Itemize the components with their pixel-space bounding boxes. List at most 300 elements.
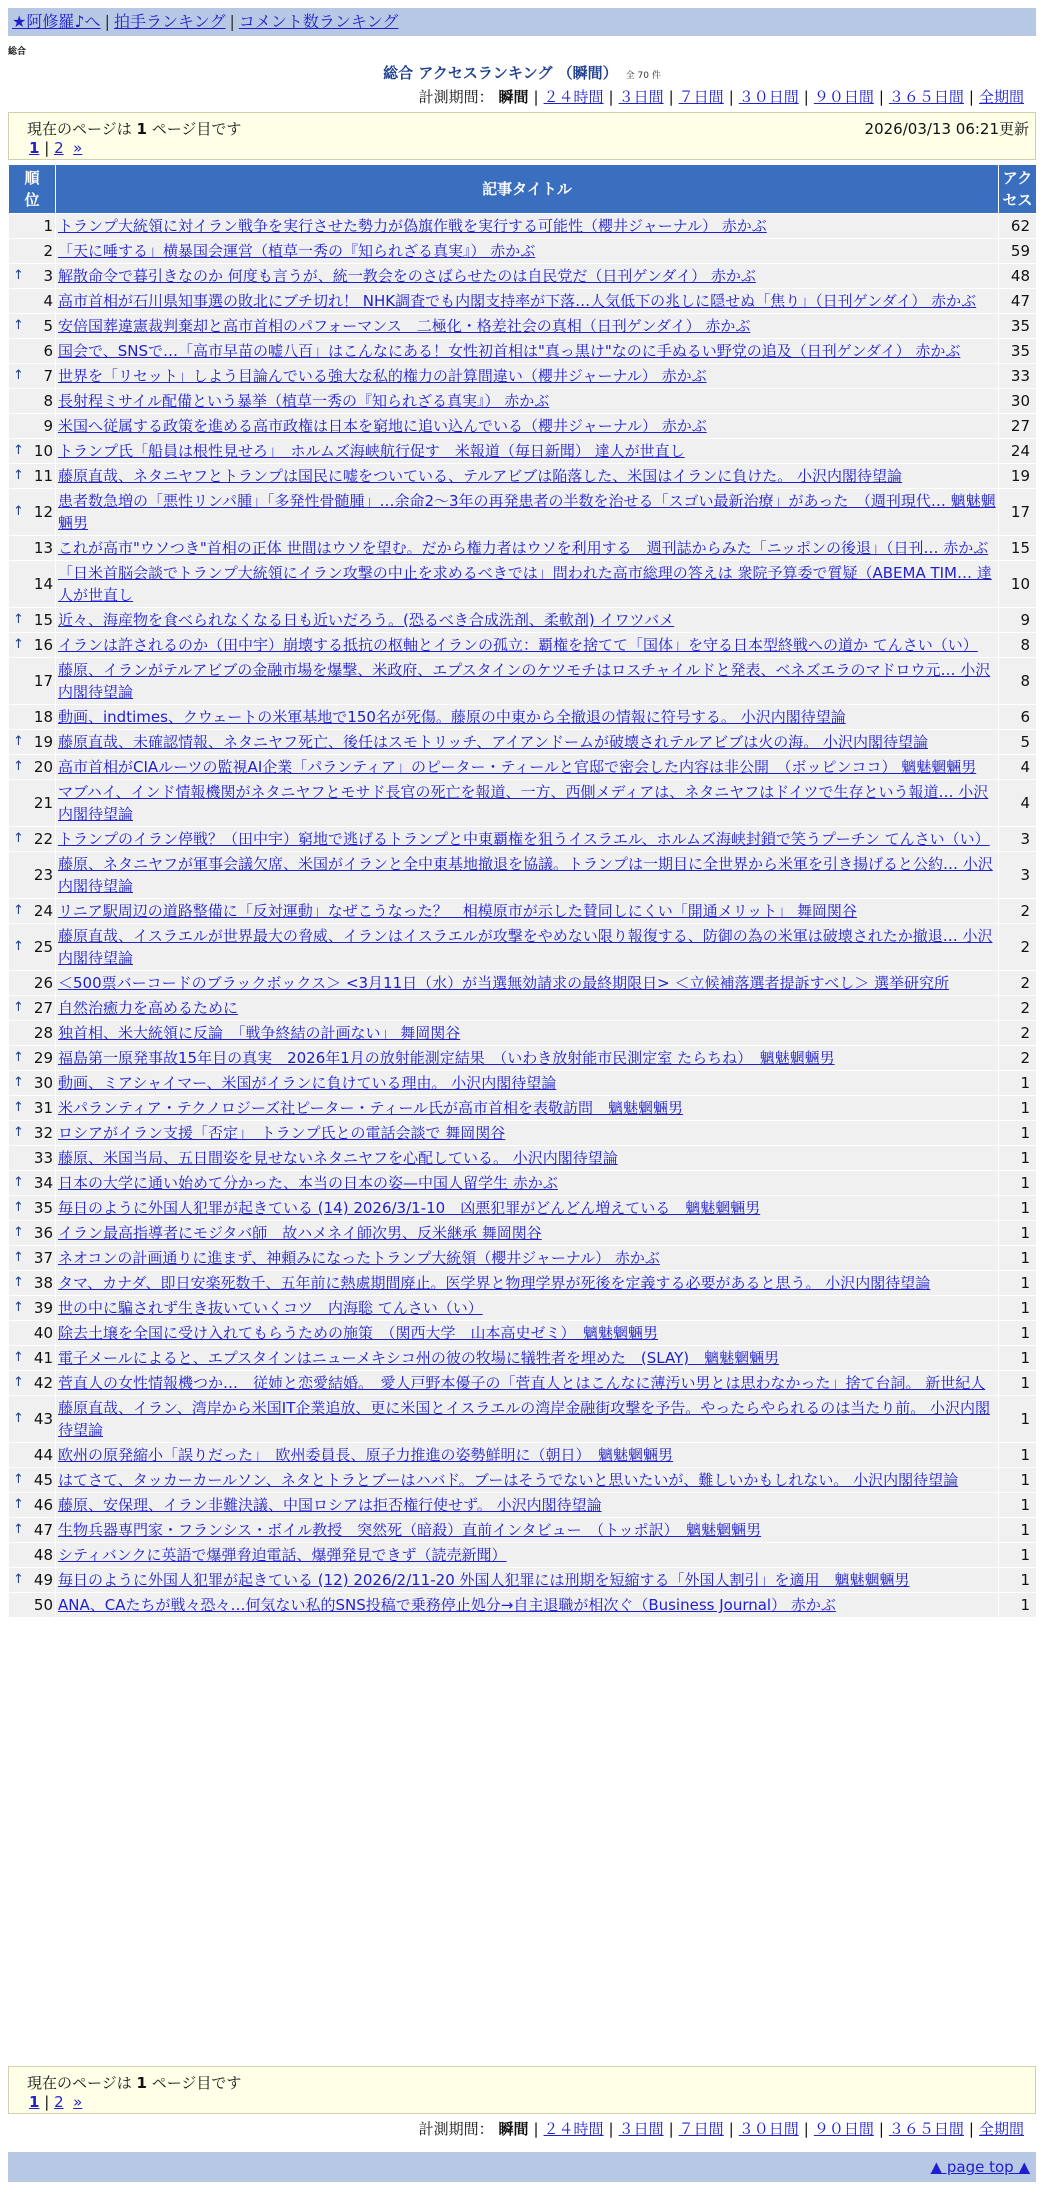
title-cell [56, 633, 999, 658]
article-link[interactable]: イラン最高指導者にモジタバ師 故ハメネイ師次男、反米継承 舞岡関谷 [58, 1224, 542, 1242]
article-link[interactable]: シティバンクに英語で爆弾脅迫電話、爆弾発見できず（読売新聞） [58, 1546, 507, 1564]
top-nav [8, 8, 1036, 36]
rank-cell [9, 1443, 56, 1468]
article-link[interactable]: 藤原、ネタニヤフが軍事会議欠席、米国がイランと全中東基地撤退を協議。トランプは一期目に全世界から米軍を引き揚げると公約… 小沢内閣待望論 [58, 855, 993, 895]
rank-up-arrow-icon: ↑ [13, 1472, 24, 1487]
title-cell [56, 1096, 999, 1121]
rank-number: 9 [43, 417, 53, 435]
table-row [9, 1468, 1037, 1493]
rank-number: 21 [33, 794, 53, 812]
table-row [9, 1371, 1037, 1396]
access-count: 3 [999, 827, 1037, 852]
rank-cell [9, 1396, 56, 1443]
rank-up-arrow-icon: ↑ [13, 1075, 24, 1090]
period-link[interactable]: ３日間 [618, 2120, 664, 2138]
access-count: 6 [999, 705, 1037, 730]
access-count: 1 [999, 1296, 1037, 1321]
title-cell [56, 1468, 999, 1493]
table-row [9, 899, 1037, 924]
access-count: 1 [999, 1246, 1037, 1271]
rank-up-arrow-icon: ↑ [13, 1350, 24, 1365]
article-link[interactable]: 生物兵器専門家・フランシス・ボイル教授 突然死（暗殺）直前インタビュー （トッポ訳） 魑魅魍魎男 [58, 1521, 762, 1539]
table-row [9, 1271, 1037, 1296]
rank-cell [9, 339, 56, 364]
rank-cell [9, 1518, 56, 1543]
table-row [9, 239, 1037, 264]
title-cell [56, 289, 999, 314]
title-cell [56, 924, 999, 971]
title-cell [56, 1146, 999, 1171]
table-row [9, 536, 1037, 561]
period-link[interactable]: ２４時間 [543, 88, 604, 106]
title-cell [56, 439, 999, 464]
article-link[interactable]: 毎日のように外国人犯罪が起きている (12) 2026/2/11-20 外国人犯罪には刑期を短縮する「外国人割引」を適用 魑魅魍魎男 [58, 1571, 910, 1589]
rank-up-arrow-icon: ↑ [13, 468, 24, 483]
page-top-link[interactable]: ▲ page top ▲ [930, 2158, 1030, 2176]
rank-number: 30 [33, 1074, 53, 1092]
access-count: 4 [999, 780, 1037, 827]
title-cell [56, 1593, 999, 1618]
rank-number: 33 [33, 1149, 53, 1167]
article-link[interactable]: 藤原直哉、イラン、湾岸から米国IT企業追放、更に米国とイスラエルの湾岸金融街攻撃を予告。やったらやられるのは当たり前。 小沢内閣待望論 [58, 1399, 991, 1439]
access-count: 15 [999, 536, 1037, 561]
access-count: 1 [999, 1271, 1037, 1296]
rank-number: 32 [33, 1124, 53, 1142]
title-cell [56, 1321, 999, 1346]
rank-cell [9, 536, 56, 561]
title-cell [56, 1443, 999, 1468]
period-link[interactable]: 全期間 [978, 88, 1024, 106]
article-link[interactable]: 動画、ミアシャイマー、米国がイランに負けている理由。 小沢内閣待望論 [58, 1074, 557, 1092]
period-separator: | [608, 88, 614, 106]
title-cell [56, 1021, 999, 1046]
article-link[interactable]: 高市首相が石川県知事選の敗北にブチ切れ！ NHK調査でも内閣支持率が下落…人気低下の兆しに隠せぬ「焦り」（日刊ゲンダイ） 赤かぶ [58, 292, 977, 310]
article-link[interactable]: 「日米首脳会談でトランプ大統領にイラン攻撃の中止を求めるべきでは」問われた高市総理の答えは 衆院予算委で質疑（ABEMA TIM… 達人が世直し [58, 564, 992, 604]
title-cell [56, 1071, 999, 1096]
rank-cell [9, 489, 56, 536]
access-count: 35 [999, 339, 1037, 364]
title-cell [56, 1543, 999, 1568]
pager-page-2[interactable]: 2 [54, 139, 64, 157]
article-link[interactable]: 除去土壌を全国に受け入れてもらうための施策 （関西大学 山本高史ゼミ） 魑魅魍魎男 [58, 1324, 659, 1342]
rank-number: 28 [33, 1024, 53, 1042]
updated-timestamp: 2026/03/13 06:21更新 [864, 120, 1029, 138]
rank-up-arrow-icon: ↑ [13, 443, 24, 458]
table-header-row [9, 165, 1037, 214]
access-count: 2 [999, 996, 1037, 1021]
title-cell [56, 1396, 999, 1443]
title-cell [56, 414, 999, 439]
period-separator: | [878, 88, 884, 106]
article-link[interactable]: 患者数急増の「悪性リンパ腫」「多発性骨髄腫」…余命2～3年の再発患者の半数を治せる「スゴい最新治療」があった （週刊現代… 魑魅魍魎男 [58, 492, 996, 532]
rank-number: 41 [33, 1349, 53, 1367]
table-row [9, 780, 1037, 827]
table-row [9, 1518, 1037, 1543]
access-count: 1 [999, 1146, 1037, 1171]
access-count: 1 [999, 1493, 1037, 1518]
rank-number: 26 [33, 974, 53, 992]
access-count: 9 [999, 608, 1037, 633]
page-title [0, 62, 1044, 83]
article-link[interactable]: 独首相、米大統領に反論 「戦争終結の計画ない」 舞岡関谷 [58, 1024, 461, 1042]
current-page-text-bottom: 現在のページは 1 ページ目です [27, 2074, 242, 2092]
rank-cell [9, 1543, 56, 1568]
nav-link-comment-ranking[interactable]: コメント数ランキング [238, 12, 399, 31]
access-count: 1 [999, 1443, 1037, 1468]
rank-number: 4 [43, 292, 53, 310]
period-separator: | [968, 88, 974, 106]
article-link[interactable]: 毎日のように外国人犯罪が起きている (14) 2026/3/1-10 凶悪犯罪がどんどん増えている 魑魅魍魎男 [58, 1199, 761, 1217]
article-link[interactable]: イランは許されるのか（田中宇）崩壊する抵抗の枢軸とイランの孤立：覇権を捨てて「国体」を守る日本型終戦への道か てんさい（い） [58, 636, 978, 654]
access-count: 1 [999, 1371, 1037, 1396]
title-cell [56, 264, 999, 289]
rank-number: 42 [33, 1374, 53, 1392]
table-row [9, 1146, 1037, 1171]
pager-next-arrow[interactable]: » [73, 2093, 83, 2111]
title-cell [56, 1296, 999, 1321]
table-row [9, 971, 1037, 996]
period-link[interactable]: ３日間 [618, 88, 664, 106]
table-row [9, 1021, 1037, 1046]
pager-page-2[interactable]: 2 [54, 2093, 64, 2111]
article-link[interactable]: トランプのイラン停戦？（田中宇）窮地で逃げるトランプと中東覇権を狙うイスラエル、ホルムズ海峡封鎖で笑うプーチン てんさい（い） [58, 830, 990, 848]
access-count: 1 [999, 1196, 1037, 1221]
rank-cell [9, 1493, 56, 1518]
rank-number: 31 [33, 1099, 53, 1117]
access-count: 27 [999, 414, 1037, 439]
rank-up-arrow-icon: ↑ [13, 268, 24, 283]
rank-cell [9, 364, 56, 389]
table-row [9, 658, 1037, 705]
rank-cell [9, 608, 56, 633]
rank-number: 44 [33, 1446, 53, 1464]
rank-number: 16 [33, 636, 53, 654]
rank-number: 1 [43, 217, 53, 235]
period-separator: | [668, 88, 674, 106]
title-cell [56, 239, 999, 264]
rank-number: 20 [33, 758, 53, 776]
rank-cell [9, 1371, 56, 1396]
rank-cell [9, 1221, 56, 1246]
rank-number: 47 [33, 1521, 53, 1539]
rank-up-arrow-icon: ↑ [13, 1522, 24, 1537]
article-link[interactable]: 藤原直哉、ネタニヤフとトランプは国民に嘘をついている、テルアビブは陥落した、米国はイランに負けた。 小沢内閣待望論 [58, 467, 903, 485]
nav-separator: | [104, 12, 110, 31]
rank-number: 6 [43, 342, 53, 360]
rank-cell [9, 658, 56, 705]
rank-up-arrow-icon: ↑ [13, 1572, 24, 1587]
table-row [9, 1096, 1037, 1121]
article-link[interactable]: 「天に唾する」横暴国会運営（植草一秀の『知られざる真実』） 赤かぶ [58, 242, 536, 260]
access-count: 3 [999, 852, 1037, 899]
rank-up-arrow-icon: ↑ [13, 831, 24, 846]
pager-separator: | [44, 139, 50, 157]
rank-number: 17 [33, 672, 53, 690]
rank-number: 40 [33, 1324, 53, 1342]
access-count: 1 [999, 1543, 1037, 1568]
table-row [9, 214, 1037, 239]
title-cell [56, 1246, 999, 1271]
title-cell [56, 1493, 999, 1518]
table-row [9, 827, 1037, 852]
article-link[interactable]: これが高市"ウソつき"首相の正体 世間はウソを望む。だから権力者はウソを利用する 週刊誌からみた「ニッポンの後退」（日刊… 赤かぶ [58, 539, 989, 557]
article-link[interactable]: ＜500票バーコードのブラックボックス＞ <3月11日（水）が当選無効請求の最終期限日> ＜立候補落選者提訴すべし＞ 選挙研究所 [58, 974, 949, 992]
table-row [9, 633, 1037, 658]
article-link[interactable]: 国会で、SNSで…「高市早苗の嘘八百」はこんなにある！女性初首相は"真っ黒け"なのに手ぬるい野党の追及（日刊ゲンダイ） 赤かぶ [58, 342, 961, 360]
rank-number: 37 [33, 1249, 53, 1267]
ranking-body [9, 214, 1037, 1618]
title-cell [56, 608, 999, 633]
period-link[interactable]: ３０日間 [738, 2120, 799, 2138]
rank-cell [9, 1121, 56, 1146]
rank-up-arrow-icon: ↑ [13, 759, 24, 774]
access-count: 48 [999, 264, 1037, 289]
article-link[interactable]: 動画、indtimes、クウェートの米軍基地で150名が死傷。藤原の中東から全撤退の情報に符号する。 小沢内閣待望論 [58, 708, 846, 726]
title-cell [56, 1196, 999, 1221]
period-link[interactable]: ９０日間 [813, 2120, 874, 2138]
article-link[interactable]: 藤原直哉、イスラエルが世界最大の脅威、イランはイスラエルが攻撃をやめない限り報復する、防御の為の米軍は破壊されたか撤退… 小沢内閣待望論 [58, 927, 993, 967]
rank-number: 48 [33, 1546, 53, 1564]
title-cell [56, 780, 999, 827]
access-count: 10 [999, 561, 1037, 608]
article-link[interactable]: 米国へ従属する政策を進める高市政権は日本を窮地に追い込んでいる（櫻井ジャーナル） 赤かぶ [58, 417, 707, 435]
period-link[interactable]: ７日間 [678, 88, 724, 106]
period-separator: | [533, 2120, 539, 2138]
article-link[interactable]: 福島第一原発事故15年目の真実 2026年1月の放射能測定結果 （いわき放射能市民測定室 たらちね） 魑魅魍魎男 [58, 1049, 835, 1067]
access-count: 1 [999, 1568, 1037, 1593]
article-link[interactable]: 日本の大学に通い始めて分かった、本当の日本の姿—中国人留学生 赤かぶ [58, 1174, 558, 1192]
article-link[interactable]: 藤原直哉、未確認情報、ネタニヤフ死亡、後任はスモトリッチ、アイアンドームが破壊されテルアビブは火の海。 小沢内閣待望論 [58, 733, 928, 751]
rank-up-arrow-icon: ↑ [13, 612, 24, 627]
rank-cell [9, 852, 56, 899]
title-cell [56, 561, 999, 608]
title-cell [56, 364, 999, 389]
table-row [9, 755, 1037, 780]
table-row [9, 996, 1037, 1021]
article-link[interactable]: マブハイ、インド情報機関がネタニヤフとモサド長官の死亡を報道、一方、西側メディアは、ネタニヤフはドイツで生存という報道… 小沢内閣待望論 [58, 783, 989, 823]
rank-up-arrow-icon: ↑ [13, 1175, 24, 1190]
period-link[interactable]: ７日間 [678, 2120, 724, 2138]
period-link[interactable]: 全期間 [978, 2120, 1024, 2138]
article-link[interactable]: 世の中に騙されず生き抜いていくコツ 内海聡 てんさい（い） [58, 1299, 483, 1317]
rank-cell [9, 1593, 56, 1618]
rank-up-arrow-icon: ↑ [13, 1100, 24, 1115]
access-count: 1 [999, 1071, 1037, 1096]
table-row [9, 439, 1037, 464]
article-link[interactable]: 藤原、米国当局、五日間姿を見せないネタニヤフを心配している。 小沢内閣待望論 [58, 1149, 618, 1167]
article-link[interactable]: 電子メールによると、エプスタインはニューメキシコ州の彼の牧場に犠牲者を埋めた (SLAY) 魑魅魍魎男 [58, 1349, 780, 1367]
rank-cell [9, 924, 56, 971]
article-link[interactable]: はてさて、タッカーカールソン、ネタとトラとブーはハバド。ブーはそうでないと思いたいが、難しいかもしれない。 小沢内閣待望論 [58, 1471, 959, 1489]
article-link[interactable]: 藤原、安保理、イラン非難決議、中国ロシアは拒否権行使せず。 小沢内閣待望論 [58, 1496, 602, 1514]
rank-cell [9, 1346, 56, 1371]
title-cell [56, 1371, 999, 1396]
rank-number: 10 [33, 442, 53, 460]
pager-separator: | [44, 2093, 50, 2111]
title-cell [56, 1518, 999, 1543]
article-link[interactable]: 欧州の原発縮小「誤りだった」 欧州委員長、原子力推進の姿勢鮮明に（朝日） 魑魅魍魎男 [58, 1446, 674, 1464]
rank-cell [9, 996, 56, 1021]
table-row [9, 1493, 1037, 1518]
pager-next-arrow[interactable]: » [73, 139, 83, 157]
article-link[interactable]: 自然治癒力を高めるために [58, 999, 239, 1017]
title-cell [56, 389, 999, 414]
rank-cell [9, 1321, 56, 1346]
table-row [9, 1568, 1037, 1593]
rank-number: 35 [33, 1199, 53, 1217]
table-row [9, 1321, 1037, 1346]
title-cell [56, 489, 999, 536]
rank-up-arrow-icon: ↑ [13, 637, 24, 652]
pager-page-1[interactable]: 1 [29, 2093, 40, 2111]
period-separator: | [728, 88, 734, 106]
page-info-top [8, 112, 1036, 160]
period-link[interactable]: ３０日間 [738, 88, 799, 106]
rank-up-arrow-icon: ↑ [13, 318, 24, 333]
rank-cell [9, 1568, 56, 1593]
rank-cell [9, 264, 56, 289]
article-link[interactable]: タマ、カナダ、即日安楽死数千、五年前に熱處期間廃止。医学界と物理学界が死後を定義する必要があると思う。 小沢内閣待望論 [58, 1274, 931, 1292]
article-link[interactable]: 米パランティア・テクノロジーズ社ピーター・ティール氏が高市首相を表敬訪問 魑魅魍魎男 [58, 1099, 684, 1117]
period-link[interactable]: ２４時間 [543, 2120, 604, 2138]
article-link[interactable]: リニア駅周辺の道路整備に「反対運動」なぜこうなった？ 相模原市が示した賛同しにくい「開通メリット」 舞岡関谷 [58, 902, 857, 920]
nav-separator: | [229, 12, 235, 31]
rank-up-arrow-icon: ↑ [13, 1125, 24, 1140]
article-link[interactable]: 安倍国葬違憲裁判棄却と高市首相のパフォーマンス 二極化・格差社会の真相（日刊ゲンダイ） 赤かぶ [58, 317, 751, 335]
table-row [9, 289, 1037, 314]
access-count: 1 [999, 1121, 1037, 1146]
rank-up-arrow-icon: ↑ [13, 1050, 24, 1065]
table-row [9, 1346, 1037, 1371]
table-row [9, 1543, 1037, 1568]
table-row [9, 489, 1037, 536]
access-count: 19 [999, 464, 1037, 489]
rank-cell [9, 214, 56, 239]
pager-page-1[interactable]: 1 [29, 139, 40, 157]
rank-up-arrow-icon: ↑ [13, 939, 24, 954]
rank-cell [9, 314, 56, 339]
rank-number: 2 [43, 242, 53, 260]
rank-cell [9, 899, 56, 924]
rank-up-arrow-icon: ↑ [13, 1000, 24, 1015]
access-count: 2 [999, 1046, 1037, 1071]
article-link[interactable]: 菅直人の女性情報機つか… 従姉と恋愛結婚。 愛人戸野本優子の「菅直人とはこんなに薄汚い男とは思わなかった」捨て台詞。 新世紀人 [58, 1374, 986, 1392]
rank-up-arrow-icon: ↑ [13, 1497, 24, 1512]
header-rank-text: 順 位 [24, 169, 40, 209]
rank-number: 25 [33, 938, 53, 956]
header-rank [9, 165, 56, 214]
table-row [9, 924, 1037, 971]
article-link[interactable]: 高市首相がCIAルーツの監視AI企業「パランティア」のピーター・ティールと官邸で密会した内容は非公開 （ボッピンココ） 魑魅魍魎男 [58, 758, 977, 776]
table-row [9, 705, 1037, 730]
rank-up-arrow-icon: ↑ [13, 1275, 24, 1290]
rank-number: 12 [33, 503, 53, 521]
article-link[interactable]: トランプ大統領に対イラン戦争を実行させた勢力が偽旗作戦を実行する可能性（櫻井ジャーナル） 赤かぶ [58, 217, 767, 235]
table-row [9, 1593, 1037, 1618]
article-link[interactable]: ANA、CAたちが戦々恐々…何気ない私的SNS投稿で乗務停止処分→自主退職が相次ぐ（Business Journal） 赤かぶ [58, 1596, 836, 1614]
table-row [9, 1046, 1037, 1071]
table-row [9, 561, 1037, 608]
rank-cell [9, 1096, 56, 1121]
article-link[interactable]: 解散命令で暮引きなのか 何度も言うが、統一教会をのさばらせたのは自民党だ（日刊ゲンダイ） 赤かぶ [58, 267, 756, 285]
access-count: 62 [999, 214, 1037, 239]
nav-link-applause-ranking[interactable]: 拍手ランキング [113, 12, 226, 31]
title-cell [56, 971, 999, 996]
title-cell [56, 1221, 999, 1246]
article-link[interactable]: ネオコンの計画通りに進まず、神頼みになったトランプ大統領（櫻井ジャーナル） 赤かぶ [58, 1249, 660, 1267]
title-cell [56, 658, 999, 705]
title-cell [56, 214, 999, 239]
period-current: 瞬間 [498, 88, 529, 106]
table-row [9, 314, 1037, 339]
rank-number: 14 [33, 575, 53, 593]
access-count: 8 [999, 633, 1037, 658]
article-link[interactable]: ロシアがイラン支援「否定」 トランプ氏との電話会談で 舞岡関谷 [58, 1124, 506, 1142]
rank-number: 45 [33, 1471, 53, 1489]
table-row [9, 730, 1037, 755]
page-title-text: 総合 アクセスランキング （瞬間） [383, 64, 618, 82]
rank-number: 23 [33, 866, 53, 884]
rank-up-arrow-icon: ↑ [13, 734, 24, 749]
period-label: 計測期間： [418, 2120, 494, 2138]
period-selector-bottom [419, 2118, 1034, 2139]
table-row [9, 1396, 1037, 1443]
rank-cell [9, 755, 56, 780]
table-row [9, 1221, 1037, 1246]
rank-up-arrow-icon: ↑ [13, 1250, 24, 1265]
access-count: 1 [999, 1221, 1037, 1246]
period-link[interactable]: ３６５日間 [888, 88, 964, 106]
period-link[interactable]: ９０日間 [813, 88, 874, 106]
rank-cell [9, 1071, 56, 1096]
access-count: 1 [999, 1593, 1037, 1618]
access-count: 4 [999, 755, 1037, 780]
rank-number: 15 [33, 611, 53, 629]
rank-number: 49 [33, 1571, 53, 1589]
period-link[interactable]: ３６５日間 [888, 2120, 964, 2138]
article-link[interactable]: 長射程ミサイル配備という暴挙（植草一秀の『知られざる真実』） 赤かぶ [58, 392, 550, 410]
rank-cell [9, 561, 56, 608]
article-link[interactable]: 近々、海産物を食べられなくなる日も近いだろう。(恐るべき合成洗剤、柔軟剤) イワツバメ [58, 611, 675, 629]
rank-number: 3 [43, 267, 53, 285]
nav-link-home[interactable]: ★阿修羅♪へ [12, 12, 101, 31]
rank-up-arrow-icon: ↑ [13, 1375, 24, 1390]
rank-cell [9, 827, 56, 852]
access-count: 8 [999, 658, 1037, 705]
access-count: 2 [999, 899, 1037, 924]
rank-number: 7 [43, 367, 53, 385]
article-link[interactable]: 藤原、イランがテルアビブの金融市場を爆撃、米政府、エプスタインのケツモチはロスチャイルドと発表、ベネズエラのマドロウ元… 小沢内閣待望論 [58, 661, 991, 701]
rank-cell [9, 289, 56, 314]
title-cell [56, 339, 999, 364]
title-cell [56, 827, 999, 852]
rank-number: 19 [33, 733, 53, 751]
rank-cell [9, 1146, 56, 1171]
title-cell [56, 730, 999, 755]
rank-cell [9, 633, 56, 658]
access-count: 5 [999, 730, 1037, 755]
access-count: 1 [999, 1321, 1037, 1346]
article-link[interactable]: トランプ氏「船員は根性見せろ」 ホルムズ海峡航行促す 米報道（毎日新聞） 達人が世直し [58, 442, 685, 460]
access-count: 1 [999, 1096, 1037, 1121]
title-cell [56, 536, 999, 561]
category-label: 総合 [8, 47, 27, 57]
rank-number: 22 [33, 830, 53, 848]
access-count: 2 [999, 971, 1037, 996]
article-link[interactable]: 世界を「リセット」しよう目論んでいる強大な私的権力の計算間違い（櫻井ジャーナル） 赤かぶ [58, 367, 707, 385]
rank-up-arrow-icon: ↑ [13, 504, 24, 519]
period-separator: | [608, 2120, 614, 2138]
